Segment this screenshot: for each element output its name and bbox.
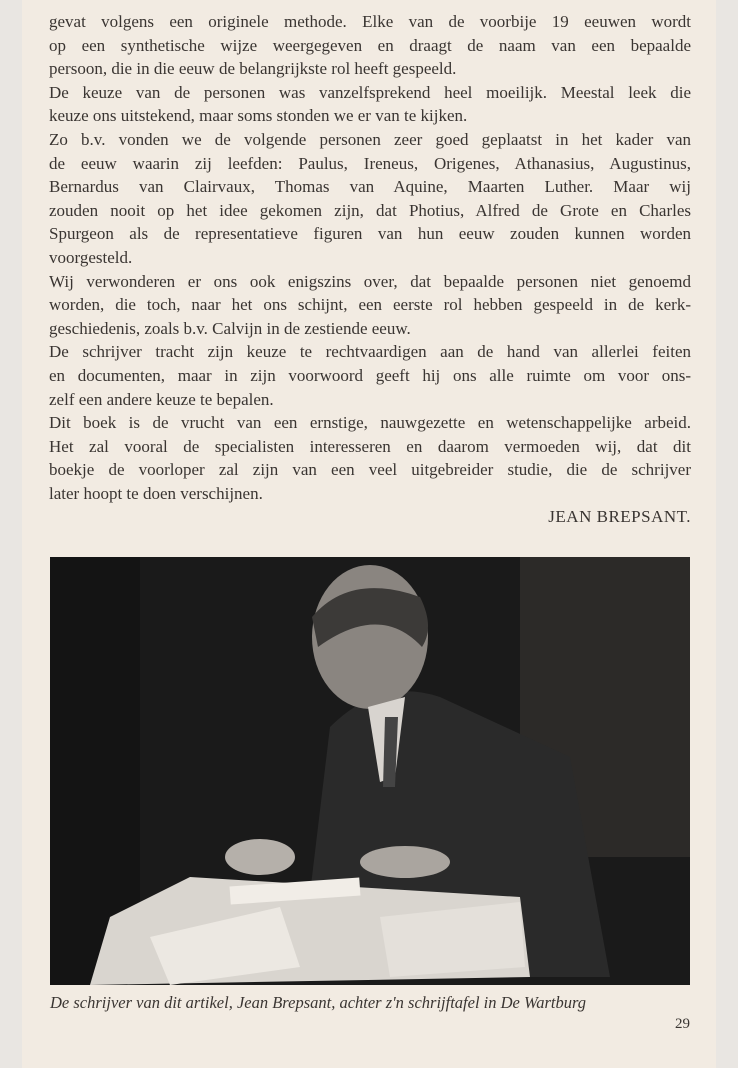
text-line: boekje de voorloper zal zijn van een veel uitgebreider studie, die de schrijver: [49, 460, 691, 480]
text-line: Spurgeon als de representatieve figuren van hun eeuw zouden kunnen worden: [49, 224, 691, 244]
text-line: op een synthetische wijze weergegeven en draagt de naam van een bepaalde: [49, 35, 691, 55]
text-line: De keuze van de personen was vanzelfsprekend heel moeilijk. Meestal leek die: [49, 82, 691, 102]
text-line: gevat volgens een originele methode. Elke van de voorbije 19 eeuwen wordt: [49, 12, 691, 31]
text-line: Het zal vooral de specialisten interesseren en daarom vermoeden wij, dat dit: [49, 436, 691, 456]
text-line: voorgesteld.: [49, 247, 133, 267]
signature-block: [49, 505, 691, 529]
text-line: Wij verwonderen er ons ook enigszins over, dat bepaalde personen niet genoemd: [49, 271, 691, 291]
text-line: persoon, die in die eeuw de belangrijkste rol heeft gespeeld.: [49, 59, 457, 79]
page-number: 29: [675, 1016, 690, 1032]
text-line: Bernardus van Clairvaux, Thomas van Aquine, Maarten Luther. Maar wij: [49, 177, 691, 197]
text-line: de eeuw waarin zij leefden: Paulus, Ireneus, Origenes, Athanasius, Augustinus,: [49, 153, 691, 173]
text-line: zouden nooit op het idee gekomen zijn, dat Photius, Alfred de Grote en Charles: [49, 200, 691, 220]
text-line: Zo b.v. vonden we de volgende personen zeer goed geplaatst in het kader van: [49, 129, 691, 149]
text-line: zelf een andere keuze te bepalen.: [49, 389, 274, 409]
author-signature: JEAN BREPSANT.: [548, 507, 691, 526]
text-line: keuze ons uitstekend, maar soms stonden we er van te kijken.: [49, 106, 468, 126]
text-line: Dit boek is de vrucht van een ernstige, nauwgezette en wetenschappelijke arbeid.: [49, 413, 691, 433]
text-line: en documenten, maar in zijn voorwoord geeft hij ons alle ruimte om voor ons-: [49, 365, 691, 385]
text-line: geschiedenis, zoals b.v. Calvijn in de zestiende eeuw.: [49, 318, 411, 338]
text-line: De schrijver tracht zijn keuze te rechtvaardigen aan de hand van allerlei feiten: [49, 342, 691, 362]
text-line: worden, die toch, naar het ons schijnt, een eerste rol hebben gespeeld in de kerk-: [49, 295, 691, 315]
author-photo: [50, 557, 690, 985]
article-body: [49, 10, 691, 505]
text-line: later hoopt te doen verschijnen.: [49, 483, 263, 503]
photo-caption: De schrijver van dit artikel, Jean Brepsant, achter z'n schrijftafel in De Wartburg: [50, 993, 587, 1012]
